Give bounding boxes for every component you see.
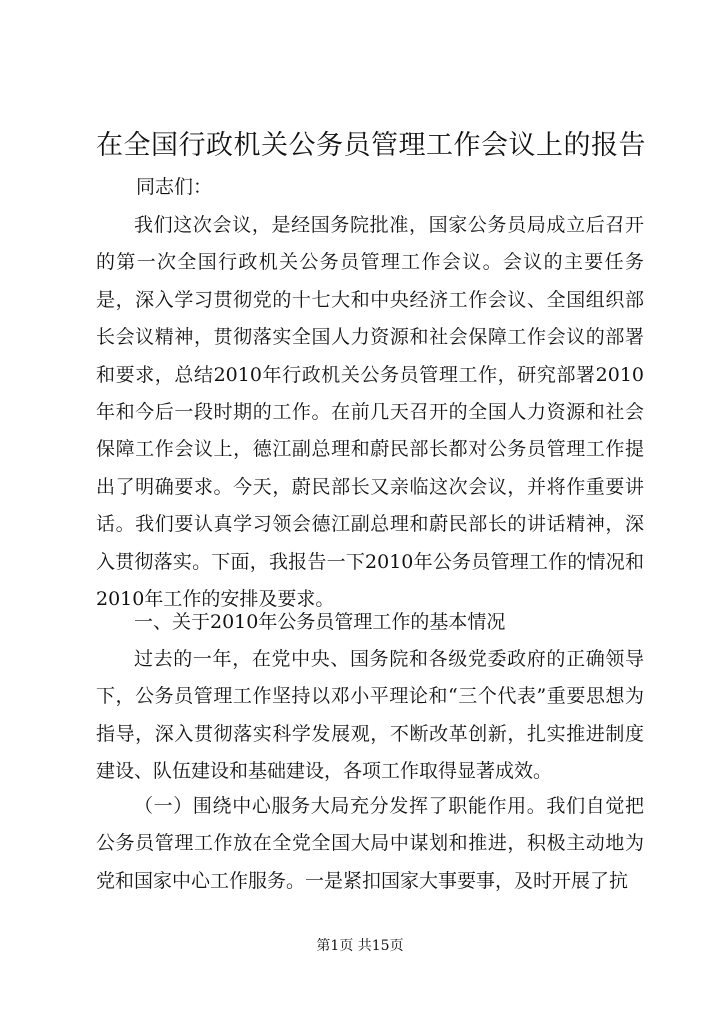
document-title: 在全国行政机关公务员管理工作会议上的报告 <box>96 130 646 161</box>
salutation: 同志们： <box>136 176 213 198</box>
section-heading <box>96 604 644 641</box>
section-heading-text: 一、关于2010年公务员管理工作的基本情况 <box>134 611 506 633</box>
paragraph-intro <box>96 207 644 618</box>
paragraph-text: 我们这次会议，是经国务院批准，国家公务员局成立后召开的第一次全国行政机关公务员管理工作会议。会议的主要任务是，深入学习贯彻党的十七大和中央经济工作会议、全国组织部长会议精神，贯彻落实全国人力资源和社会保障工作会议的部署和要求，总结2010年行政机关公务员管理工作，研究部署2010年和今后一段时期的工作。在前几天召开的全国人力资源和社会保障工作会议上，德江副总理和蔚民部长都对公务员管理工作提出了明确要求。今天，蔚民部长又亲临这次会议，并将作重要讲话。我们要认真学习领会德江副总理和蔚民部长的讲话精神，深入贯彻落实。下面，我报告一下2010年公务员管理工作的情况和2010年工作的安排及要求。 <box>96 214 644 611</box>
paragraph-subsection-1 <box>96 788 644 900</box>
page-footer: 第1页 共15页 <box>316 938 404 954</box>
paragraph-overview <box>96 641 644 791</box>
paragraph-text: （一）围绕中心服务大局充分发挥了职能作用。我们自觉把公务员管理工作放在全党全国大局中谋划和推进，积极主动地为党和国家中心工作服务。一是紧扣国家大事要事，及时开展了抗 <box>96 795 644 892</box>
paragraph-text: 过去的一年，在党中央、国务院和各级党委政府的正确领导下，公务员管理工作坚持以邓小平理论和“三个代表”重要思想为指导，深入贯彻落实科学发展观，不断改革创新，扎实推进制度建设、队伍建设和基础建设，各项工作取得显著成效。 <box>96 648 644 783</box>
